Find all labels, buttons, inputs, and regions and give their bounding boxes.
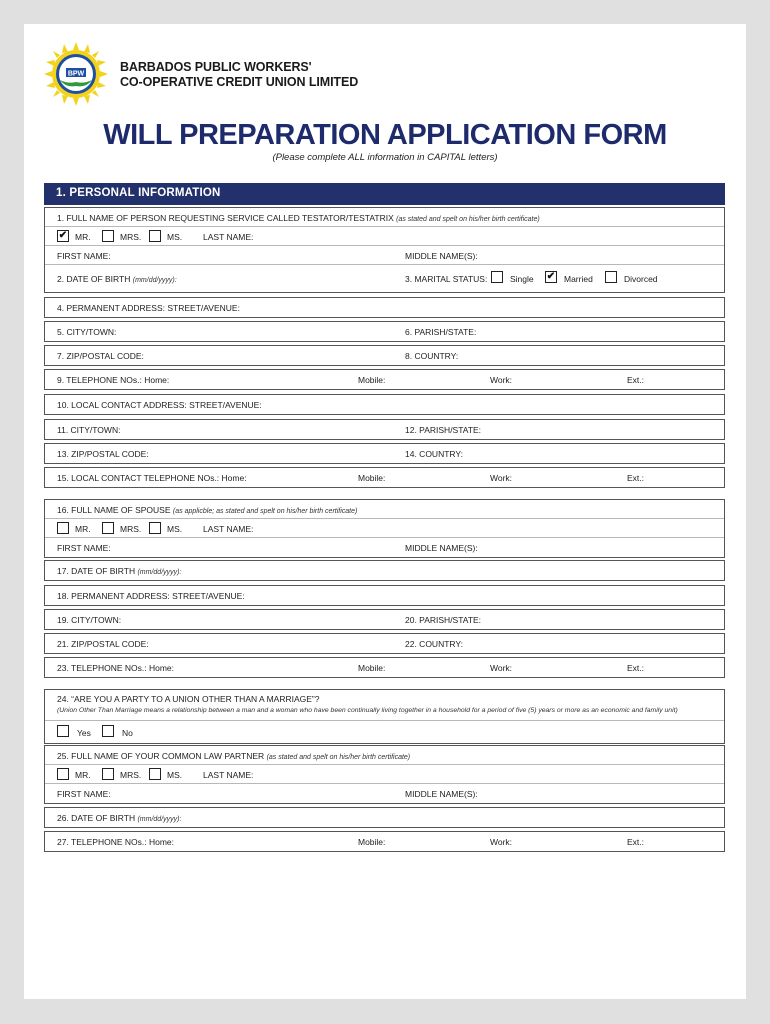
partner-block: [44, 745, 725, 804]
q9-label[interactable]: 9. TELEPHONE NOs.: Home:: [57, 375, 170, 385]
checkbox-mr[interactable]: ✔: [58, 230, 68, 241]
q24-note: (Union Other Than Marriage means a relationship between a man and a woman who have been continually living together in a household for a period of five (5) years or more as an economic and family unit): [57, 707, 678, 714]
row-q7-box: [44, 345, 725, 366]
checkbox-union-no[interactable]: [102, 725, 114, 737]
partner-last-name-label[interactable]: LAST NAME:: [203, 770, 254, 780]
organization-name: [120, 60, 358, 90]
svg-text:BPW: BPW: [67, 70, 85, 78]
form-page: [24, 24, 746, 999]
q5-label[interactable]: 5. CITY/TOWN:: [57, 327, 117, 337]
credit-union-logo: [44, 42, 108, 106]
page-title: WILL PREPARATION APPLICATION FORM: [103, 119, 667, 151]
partner-middle-names-label[interactable]: MIDDLE NAME(S):: [405, 789, 478, 799]
row-q21-box: [44, 633, 725, 654]
q27-label[interactable]: 27. TELEPHONE NOs.: Home:: [57, 837, 174, 847]
q6-label[interactable]: 6. PARISH/STATE:: [405, 327, 477, 337]
single-label: Single: [510, 274, 534, 284]
q8-label[interactable]: 8. COUNTRY:: [405, 351, 459, 361]
checkbox-married[interactable]: ✔: [546, 271, 556, 282]
q2-label: 2. DATE OF BIRTH: [57, 274, 131, 284]
checkbox-ms[interactable]: [149, 230, 161, 242]
q12-label[interactable]: 12. PARISH/STATE:: [405, 425, 482, 435]
spouse-block: [44, 499, 725, 558]
q16-note: (as applicble; as stated and spelt on his/her birth certificate): [172, 508, 358, 515]
q17-label: 17. DATE OF BIRTH: [57, 566, 136, 576]
q25-label: 25. FULL NAME OF YOUR COMMON LAW PARTNER: [57, 751, 265, 761]
middle-names-label[interactable]: MIDDLE NAME(S):: [405, 251, 478, 261]
q3-label: 3. MARITAL STATUS:: [405, 274, 488, 284]
divorced-label: Divorced: [624, 274, 658, 284]
org-line-1: BARBADOS PUBLIC WORKERS': [120, 60, 312, 74]
partner-first-name-label[interactable]: FIRST NAME:: [57, 789, 111, 799]
first-name-label[interactable]: FIRST NAME:: [57, 251, 111, 261]
spouse-middle-names-label[interactable]: MIDDLE NAME(S):: [405, 543, 478, 553]
q18-label[interactable]: 18. PERMANENT ADDRESS: STREET/AVENUE:: [57, 591, 245, 601]
spouse-last-name-label[interactable]: LAST NAME:: [203, 524, 254, 534]
q2-note[interactable]: (mm/dd/yyyy):: [132, 277, 177, 284]
row-q10-box: [44, 394, 725, 415]
testator-block: [44, 207, 725, 293]
spouse-checkbox-mr[interactable]: [57, 522, 69, 534]
q26-label: 26. DATE OF BIRTH: [57, 813, 136, 823]
last-name-label[interactable]: LAST NAME:: [203, 232, 254, 242]
row-q4-box: [44, 297, 725, 318]
row-first-middle: [45, 246, 724, 265]
partner-mrs-label: MRS.: [120, 770, 142, 780]
q4-label[interactable]: 4. PERMANENT ADDRESS: STREET/AVENUE:: [57, 303, 240, 313]
q13-label[interactable]: 13. ZIP/POSTAL CODE:: [57, 449, 149, 459]
q15-ext-label[interactable]: Ext.:: [627, 473, 645, 483]
checkbox-mrs[interactable]: [102, 230, 114, 242]
row-title-lastname: [45, 227, 724, 246]
q14-label[interactable]: 14. COUNTRY:: [405, 449, 463, 459]
row-q1: [45, 208, 724, 227]
q15-work-label[interactable]: Work:: [490, 473, 513, 483]
row-q15-box: [44, 467, 725, 488]
union-no-label: No: [122, 728, 133, 738]
q20-label[interactable]: 20. PARISH/STATE:: [405, 615, 482, 625]
section-header-personal-information: 1. PERSONAL INFORMATION: [44, 183, 725, 205]
q25-note: (as stated and spelt on his/her birth certificate): [266, 754, 411, 761]
row-q13-box: [44, 443, 725, 464]
q15-label[interactable]: 15. LOCAL CONTACT TELEPHONE NOs.: Home:: [57, 473, 247, 483]
mr-label: MR.: [75, 232, 91, 242]
checkbox-single[interactable]: [491, 271, 503, 283]
spouse-ms-label: MS.: [167, 524, 183, 534]
q11-label[interactable]: 11. CITY/TOWN:: [57, 425, 121, 435]
spouse-checkbox-ms[interactable]: [149, 522, 161, 534]
page-subtitle: (Please complete ALL information in CAPITAL letters): [272, 152, 498, 163]
q9-work-label[interactable]: Work:: [490, 375, 513, 385]
partner-checkbox-ms[interactable]: [149, 768, 161, 780]
spouse-mrs-label: MRS.: [120, 524, 142, 534]
row-q17-box: [44, 560, 725, 581]
row-q5-box: [44, 321, 725, 342]
q22-label[interactable]: 22. COUNTRY:: [405, 639, 463, 649]
spouse-first-name-label[interactable]: FIRST NAME:: [57, 543, 111, 553]
union-yes-label: Yes: [77, 728, 91, 738]
q9-ext-label[interactable]: Ext.:: [627, 375, 645, 385]
row-q18-box: [44, 585, 725, 606]
q26-note[interactable]: (mm/dd/yyyy):: [137, 816, 182, 823]
row-q27-box: [44, 831, 725, 852]
q9-mobile-label[interactable]: Mobile:: [358, 375, 386, 385]
q1-note: (as stated and spelt on his/her birth certificate): [396, 216, 540, 223]
q10-label[interactable]: 10. LOCAL CONTACT ADDRESS: STREET/AVENUE:: [57, 400, 262, 410]
q23-mobile-label[interactable]: Mobile:: [358, 663, 386, 673]
married-label: Married: [564, 274, 593, 284]
row-q11-box: [44, 419, 725, 440]
q27-ext-label[interactable]: Ext.:: [627, 837, 645, 847]
checkbox-union-yes[interactable]: [57, 725, 69, 737]
q23-work-label[interactable]: Work:: [490, 663, 513, 673]
partner-ms-label: MS.: [167, 770, 183, 780]
q1-label: 1. FULL NAME OF PERSON REQUESTING SERVICE CALLED TESTATOR/TESTATRIX: [57, 213, 394, 223]
q7-label[interactable]: 7. ZIP/POSTAL CODE:: [57, 351, 144, 361]
q27-mobile-label[interactable]: Mobile:: [358, 837, 386, 847]
row-q9-box: [44, 369, 725, 390]
spouse-checkbox-mrs[interactable]: [102, 522, 114, 534]
q21-label[interactable]: 21. ZIP/POSTAL CODE:: [57, 639, 149, 649]
partner-checkbox-mr[interactable]: [57, 768, 69, 780]
q27-work-label[interactable]: Work:: [490, 837, 513, 847]
org-line-2: CO-OPERATIVE CREDIT UNION LIMITED: [120, 75, 359, 89]
mrs-label: MRS.: [120, 232, 142, 242]
q15-mobile-label[interactable]: Mobile:: [358, 473, 386, 483]
q17-note[interactable]: (mm/dd/yyyy):: [137, 569, 182, 576]
union-block: [44, 689, 725, 744]
row-dob-marital: [45, 265, 724, 292]
q19-label[interactable]: 19. CITY/TOWN:: [57, 615, 122, 625]
q23-ext-label[interactable]: Ext.:: [627, 663, 645, 673]
partner-mr-label: MR.: [75, 770, 91, 780]
row-q23-box: [44, 657, 725, 678]
spouse-mr-label: MR.: [75, 524, 91, 534]
q16-label: 16. FULL NAME OF SPOUSE: [57, 505, 171, 515]
row-q19-box: [44, 609, 725, 630]
checkbox-divorced[interactable]: [605, 271, 617, 283]
partner-checkbox-mrs[interactable]: [102, 768, 114, 780]
q23-label[interactable]: 23. TELEPHONE NOs.: Home:: [57, 663, 174, 673]
row-q26-box: [44, 807, 725, 828]
q24-label: 24. “ARE YOU A PARTY TO A UNION OTHER THAN A MARRIAGE”?: [57, 694, 320, 704]
ms-label: MS.: [167, 232, 183, 242]
